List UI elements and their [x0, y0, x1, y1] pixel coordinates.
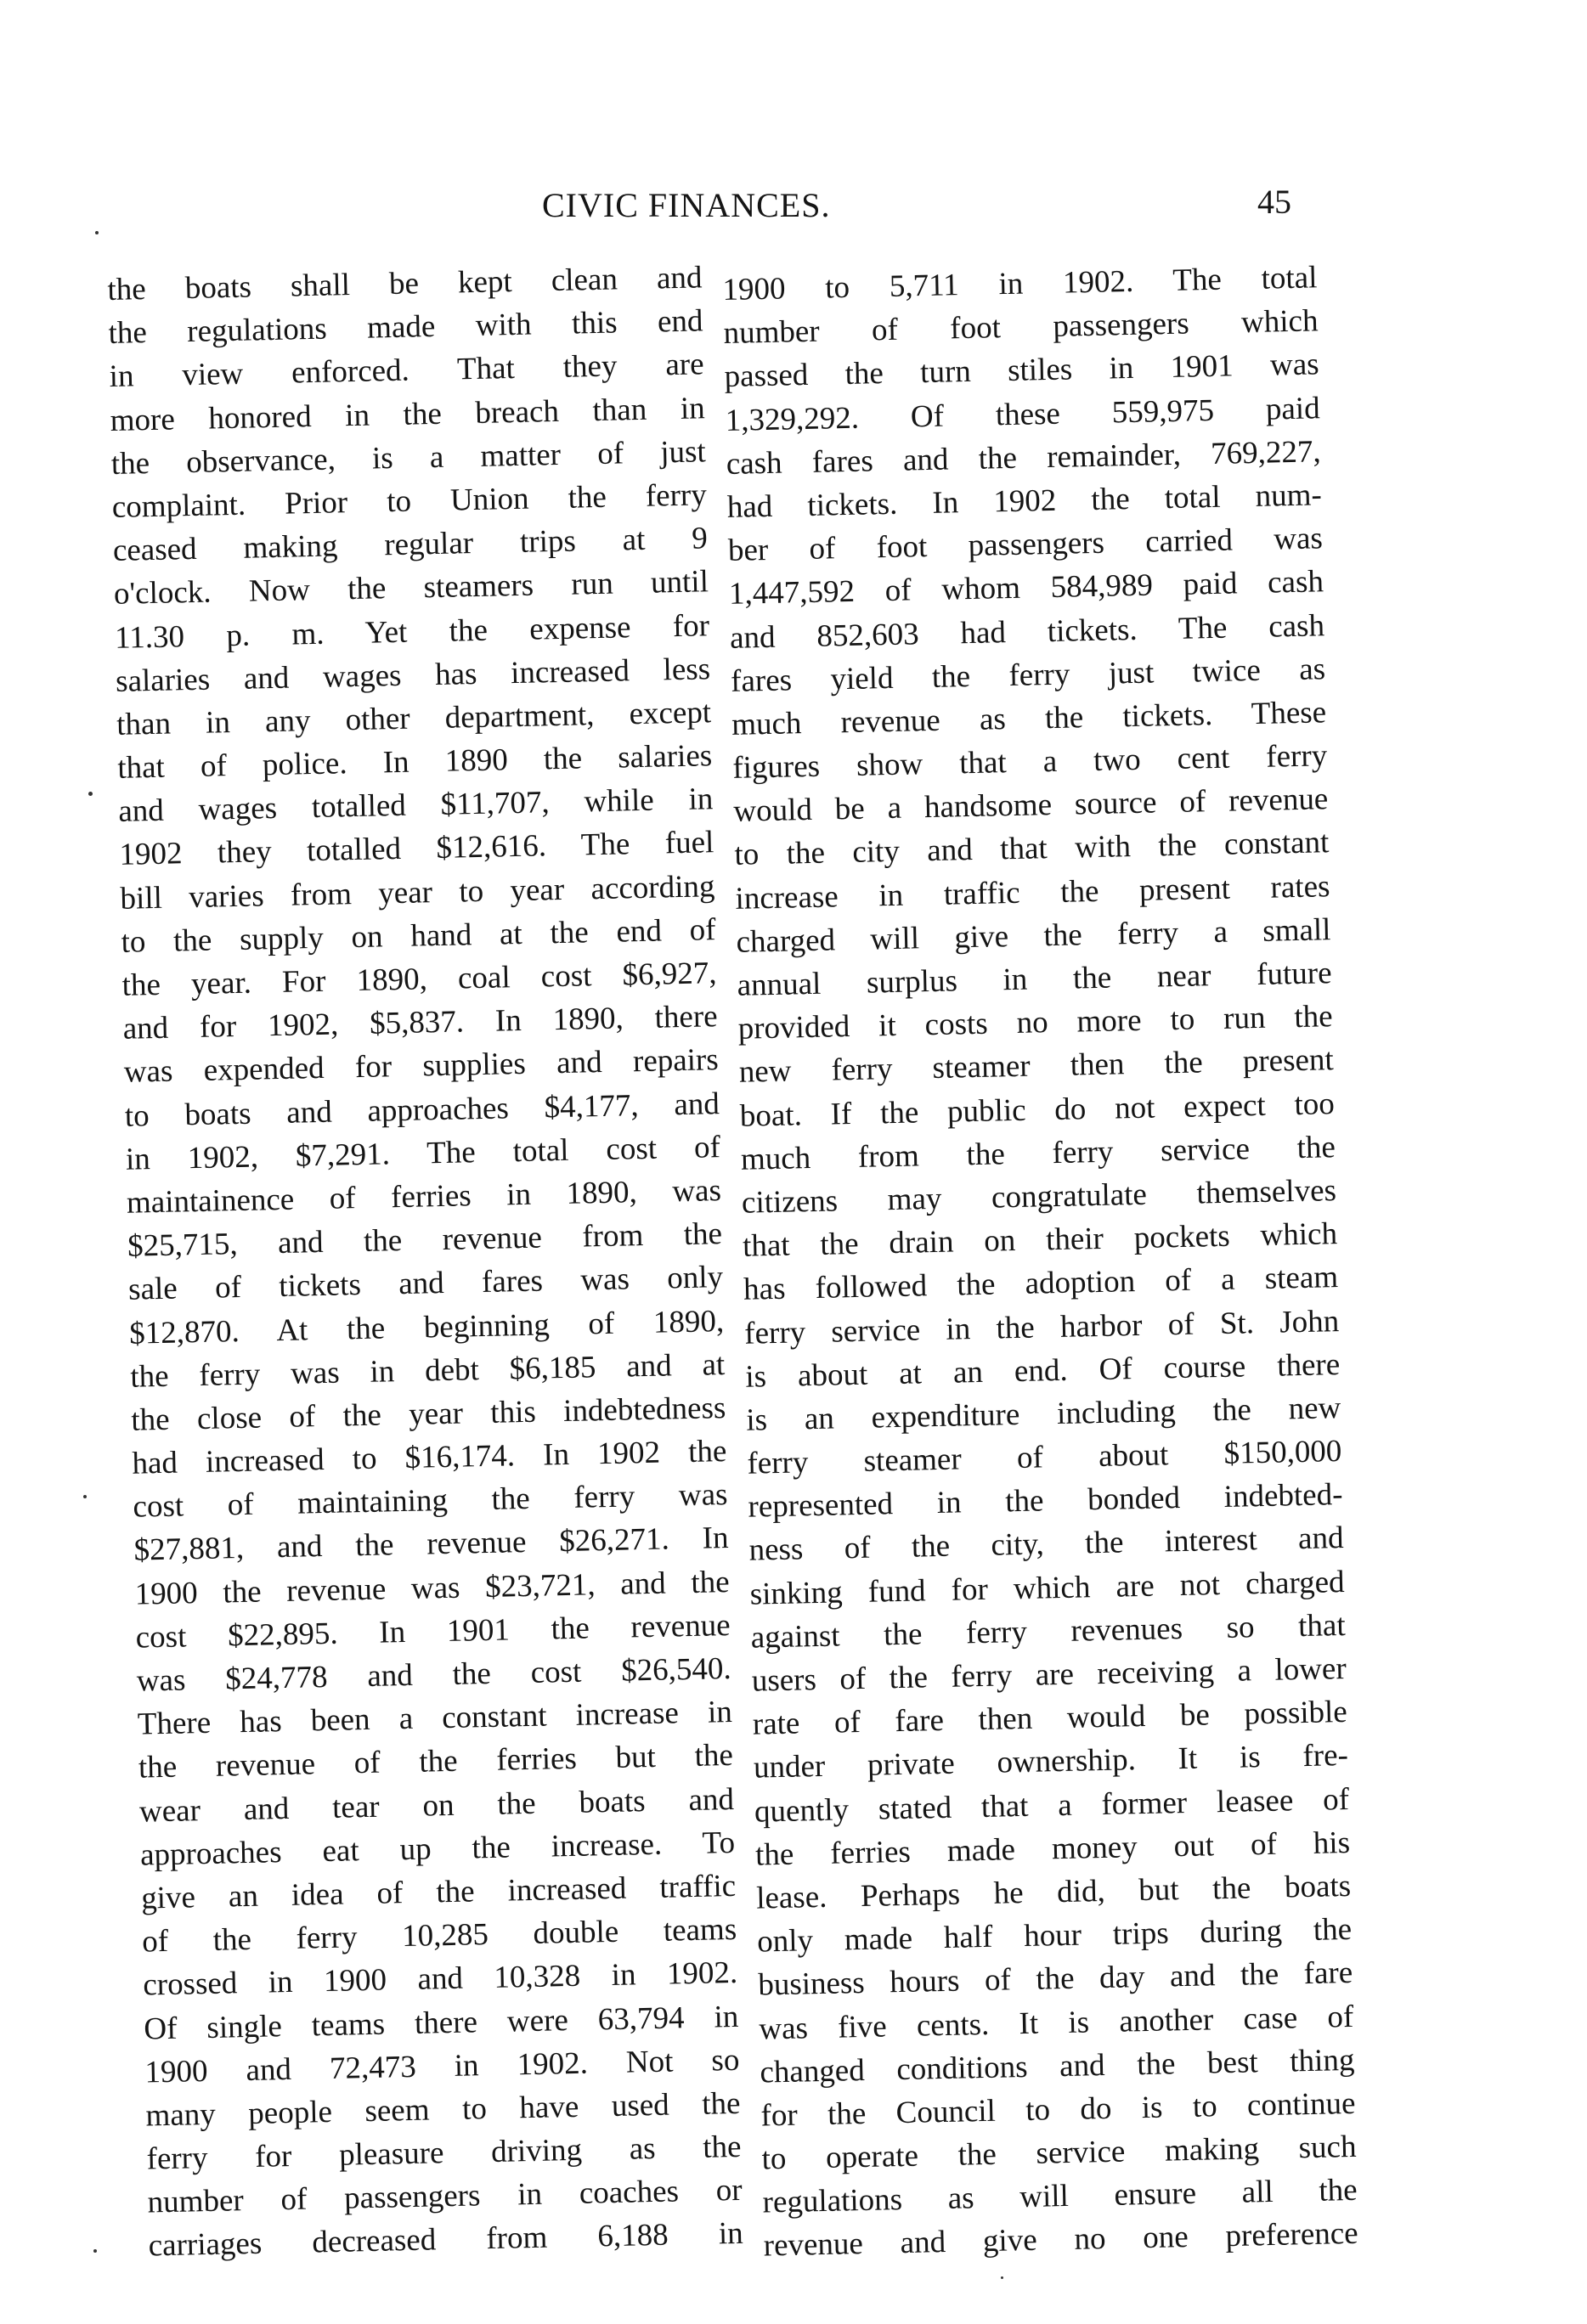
- left-column-line: than in any other department, except: [116, 695, 712, 742]
- right-column-line: boat. If the public do not expect too: [739, 1086, 1336, 1134]
- running-head: [0, 185, 1587, 236]
- left-column-line: wear and tear on the boats and: [138, 1781, 735, 1830]
- right-column-line: number of foot passengers which: [723, 303, 1319, 352]
- right-column-line: rate of fare then would be possible: [752, 1695, 1348, 1742]
- left-column-line: bill varies from year to year according: [120, 868, 715, 917]
- right-column-line: increase in traffic the present rates: [735, 868, 1330, 917]
- left-column-line: was $24,778 and the cost $26,540.: [136, 1650, 732, 1699]
- right-column-line: provided it costs no more to run the: [737, 999, 1334, 1046]
- right-column-line: under private ownership. It is fre-: [753, 1738, 1349, 1785]
- right-column-line: ber of foot passengers carried was: [727, 521, 1324, 569]
- right-column-line: the ferries made money out of his: [754, 1825, 1351, 1873]
- print-speck: [83, 1495, 87, 1498]
- right-column-line: passed the turn stiles in 1901 was: [724, 347, 1319, 395]
- left-column-line: 1902 they totalled $12,616. The fuel: [119, 825, 714, 873]
- left-column-line: and wages totalled $11,707, while in: [117, 781, 714, 830]
- right-column-line: new ferry steamer then the present: [738, 1042, 1335, 1091]
- right-column-line: cash fares and the remainder, 769,227,: [726, 434, 1322, 482]
- right-column-line: annual surplus in the near future: [737, 956, 1332, 1003]
- right-column-line: much from the ferry service the: [740, 1129, 1336, 1177]
- right-column-line: ness of the city, the interest and: [748, 1520, 1344, 1569]
- right-column-line: 1,447,592 of whom 584,989 paid cash: [728, 564, 1324, 612]
- running-title: CIVIC FINANCES.: [542, 186, 831, 224]
- right-column-line: only made half hour trips during the: [756, 1912, 1353, 1960]
- left-column-line: more honored in the breach than in: [110, 390, 706, 438]
- left-column-line: give an idea of the increased traffic: [140, 1868, 737, 1916]
- left-column-line: 1900 and 72,473 in 1902. Not so: [144, 2042, 740, 2090]
- print-speck: [93, 2249, 97, 2253]
- right-column-line: ferry steamer of about $150,000: [747, 1434, 1342, 1481]
- left-column-line: was expended for supplies and repairs: [123, 1042, 720, 1091]
- left-column-line: cost of maintaining the ferry was: [133, 1477, 728, 1525]
- right-column-line: revenue and give no one preference: [763, 2216, 1359, 2264]
- left-column-line: sale of tickets and fares was only: [127, 1260, 724, 1308]
- right-column-line: 1900 to 5,711 in 1902. The total: [722, 260, 1318, 307]
- print-speck: [1001, 2276, 1003, 2279]
- right-column-line: to operate the service making such: [761, 2129, 1357, 2177]
- left-column-line: the ferry was in debt $6,185 and at: [129, 1346, 726, 1395]
- left-column-line: 11.30 p. m. Yet the expense for: [114, 607, 710, 656]
- right-column-line: lease. Perhaps he did, but the boats: [755, 1868, 1352, 1916]
- right-column-line: is about at an end. Of course there: [744, 1346, 1341, 1395]
- left-column-line: approaches eat up the increase. To: [139, 1825, 736, 1873]
- left-column-line: the observance, is a matter of just: [110, 434, 707, 482]
- right-column-line: would be a handsome source of revenue: [732, 781, 1329, 830]
- right-column-line: users of the ferry are receiving a lower: [751, 1650, 1347, 1699]
- left-column-line: the regulations made with this end: [108, 303, 703, 352]
- left-column-line: cost $22,895. In 1901 the revenue: [135, 1607, 731, 1656]
- left-column-line: ferry for pleasure driving as the: [146, 2129, 742, 2177]
- right-column-line: sinking fund for which are not charged: [749, 1564, 1345, 1612]
- left-column-line: in view enforced. That they are: [109, 347, 704, 395]
- right-column-line: business hours of the day and the fare: [757, 1955, 1353, 2003]
- right-column-line: and 852,603 had tickets. The cash: [729, 607, 1325, 656]
- left-column-line: maintainence of ferries in 1890, was: [126, 1173, 722, 1221]
- right-column-line: was five cents. It is another case of: [758, 1999, 1354, 2047]
- page-number: 45: [1257, 183, 1291, 221]
- right-column-line: figures show that a two cent ferry: [731, 738, 1328, 786]
- right-column-line: had tickets. In 1902 the total num-: [726, 477, 1323, 525]
- right-column: [722, 256, 1358, 2268]
- right-column-line: citizens may congratulate themselves: [741, 1173, 1337, 1221]
- left-column: [107, 256, 743, 2268]
- left-column-line: 1900 the revenue was $23,721, and the: [134, 1564, 730, 1612]
- left-column-line: the year. For 1890, coal cost $6,927,: [121, 956, 717, 1003]
- right-column-line: ferry service in the harbor of St. John: [743, 1303, 1340, 1351]
- left-column-line: that of police. In 1890 the salaries: [116, 738, 713, 786]
- right-column-line: to the city and that with the constant: [734, 825, 1330, 873]
- print-speck: [95, 231, 99, 234]
- right-column-line: 1,329,292. Of these 559,975 paid: [725, 390, 1321, 438]
- left-column-line: $25,715, and the revenue from the: [127, 1216, 723, 1264]
- right-column-line: that the drain on their pockets which: [742, 1216, 1338, 1264]
- left-column-line: o'clock. Now the steamers run until: [113, 564, 709, 612]
- right-column-line: represented in the bonded indebted-: [748, 1477, 1343, 1525]
- left-column-line: in 1902, $7,291. The total cost of: [125, 1129, 721, 1177]
- right-column-line: quently stated that a former leasee of: [754, 1781, 1350, 1830]
- left-column-line: $12,870. At the beginning of 1890,: [128, 1303, 725, 1351]
- left-column-line: many people seem to have used the: [145, 2085, 741, 2134]
- left-column-line: and for 1902, $5,837. In 1890, there: [122, 999, 719, 1046]
- left-column-line: the boats shall be kept clean and: [107, 260, 703, 307]
- left-column-line: complaint. Prior to Union the ferry: [111, 477, 708, 525]
- right-column-line: is an expenditure including the new: [745, 1390, 1341, 1438]
- print-speck: [88, 792, 93, 796]
- left-column-line: to the supply on hand at the end of: [121, 911, 716, 960]
- left-column-line: the close of the year this indebtedness: [130, 1390, 726, 1438]
- right-column-line: for the Council to do is to continue: [760, 2085, 1356, 2134]
- right-column-line: fares yield the ferry just twice as: [730, 651, 1326, 699]
- left-column-line: ceased making regular trips at 9: [112, 521, 709, 569]
- left-column-line: of the ferry 10,285 double teams: [141, 1912, 737, 1960]
- left-column-line: to boats and approaches $4,177, and: [124, 1086, 720, 1134]
- left-column-line: Of single teams there were 63,794 in: [143, 1999, 739, 2047]
- left-column-line: the revenue of the ferries but the: [138, 1738, 734, 1785]
- right-column-line: charged will give the ferry a small: [736, 911, 1331, 960]
- left-column-line: There has been a constant increase in: [137, 1695, 733, 1742]
- left-column-line: crossed in 1900 and 10,328 in 1902.: [142, 1955, 738, 2003]
- right-column-line: much revenue as the tickets. These: [731, 695, 1327, 742]
- right-column-line: has followed the adoption of a steam: [743, 1260, 1339, 1308]
- right-column-line: against the ferry revenues so that: [750, 1607, 1347, 1656]
- right-column-line: changed conditions and the best thing: [760, 2042, 1355, 2090]
- left-column-line: $27,881, and the revenue $26,271. In: [133, 1520, 729, 1569]
- right-column-line: regulations as will ensure all the: [762, 2173, 1358, 2220]
- left-column-line: had increased to $16,174. In 1902 the: [132, 1434, 727, 1481]
- left-column-line: salaries and wages has increased less: [115, 651, 711, 699]
- left-column-line: number of passengers in coaches or: [147, 2173, 743, 2220]
- left-column-line: carriages decreased from 6,188 in: [148, 2216, 744, 2264]
